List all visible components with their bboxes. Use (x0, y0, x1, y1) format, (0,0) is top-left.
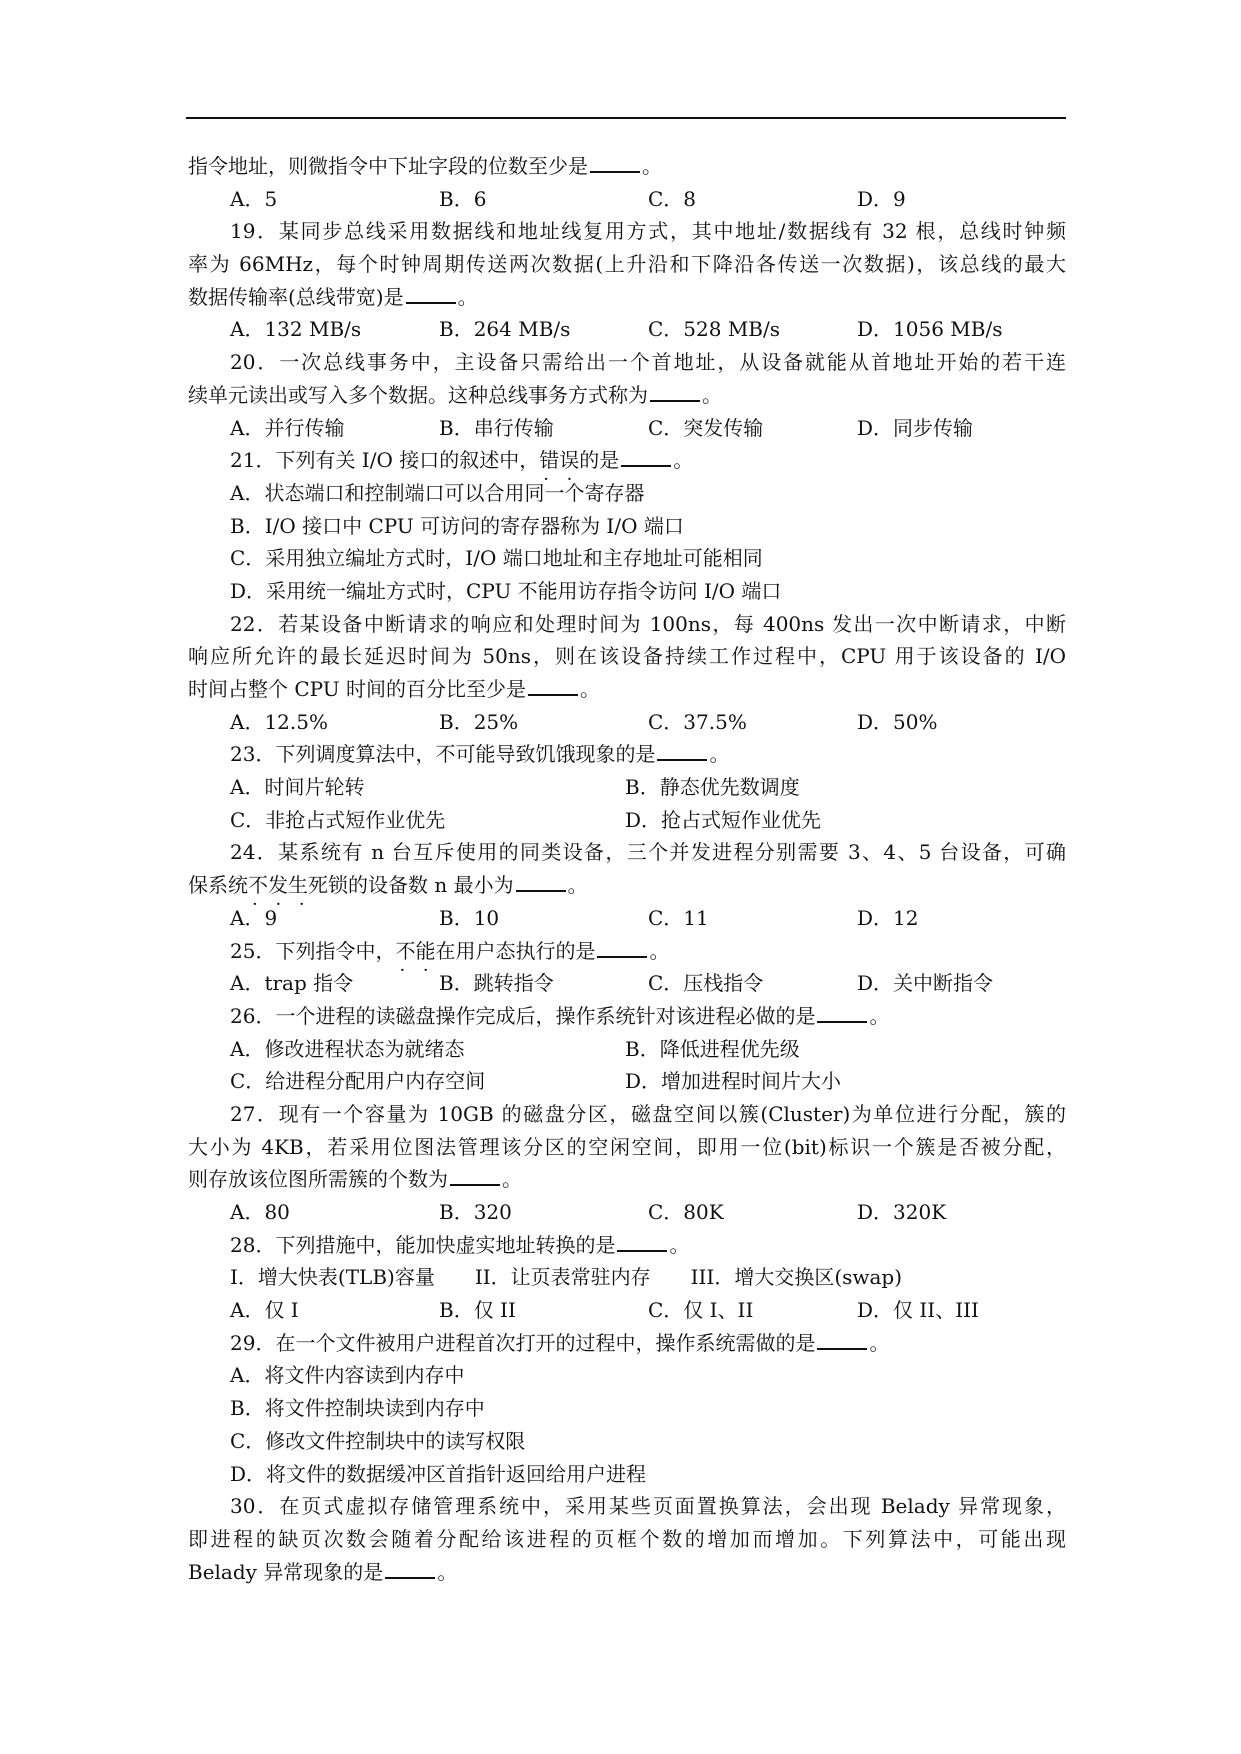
answer-option: A．并行传输 (230, 415, 345, 440)
answer-blank (597, 938, 647, 958)
answer-options (188, 183, 1066, 216)
text-line (188, 836, 1066, 869)
text-line (188, 738, 1066, 771)
emphasis-text: 错误 · · (539, 448, 579, 472)
answer-options (188, 1196, 1066, 1229)
answer-option: B．6 (439, 186, 487, 211)
text-line (188, 1556, 1066, 1589)
answer-option: D．抢占式短作业优先 (625, 807, 822, 832)
answer-blank (617, 1232, 667, 1252)
answer-blank (450, 1166, 500, 1186)
answer-option: A．5 (230, 186, 278, 211)
line-text: 24．某系统有 n 台互斥使用的同类设备，三个并发进程分别需要 3、4、5 台设备，可确 (230, 840, 1066, 865)
answer-option: C．突发传输 (648, 415, 764, 440)
answer-blank (657, 741, 707, 761)
answer-option: B．静态优先数调度 (625, 775, 800, 800)
line-text: 26．一个进程的读磁盘操作完成后，操作系统针对该进程必做的是 (230, 1003, 816, 1028)
answer-options (188, 771, 1066, 804)
line-text: 19．某同步总线采用数据线和地址线复用方式，其中地址/数据线有 32 根，总线时钟频 (230, 219, 1066, 244)
text-line (188, 379, 1066, 412)
answer-option: A．trap 指令 (230, 971, 354, 996)
answer-option: C．给进程分配用户内存空间 (230, 1069, 486, 1094)
text-line (188, 1131, 1066, 1164)
answer-option: D．仅 II、III (857, 1298, 979, 1323)
line-text: 。 (567, 873, 588, 898)
text-line (188, 1163, 1066, 1196)
line-text: 20．一次总线事务中，主设备只需给出一个首地址，从设备就能从首地址开始的若干连 (230, 350, 1066, 375)
line-text: 响应所允许的最长延迟时间为 50ns，则在该设备持续工作过程中，CPU 用于该设备的 I/O (188, 644, 1066, 669)
line-text: 指令地址，则微指令中下址字段的位数至少是 (188, 154, 588, 178)
text-line (188, 673, 1066, 706)
line-text: 27．现有一个容量为 10GB 的磁盘分区，磁盘空间以簇(Cluster)为单位进行分配，簇的 (230, 1101, 1066, 1126)
answer-options (188, 1065, 1066, 1098)
text-line (188, 477, 1066, 510)
text-line (188, 1359, 1066, 1392)
answer-option: B．串行传输 (439, 415, 554, 440)
answer-option: D．增加进程时间片大小 (625, 1069, 842, 1094)
line-text: 的是 (579, 448, 620, 473)
line-text: 。 (502, 1167, 522, 1192)
line-text: A．将文件内容读到内存中 (230, 1363, 465, 1388)
text-line (188, 1098, 1066, 1131)
line-text: D．将文件的数据缓冲区首指针返回给用户进程 (230, 1461, 647, 1486)
answer-blank (406, 284, 456, 304)
text-line (188, 1490, 1066, 1523)
text-line (188, 215, 1066, 248)
line-text: C．修改文件控制块中的读写权限 (230, 1428, 526, 1453)
answer-options (188, 1033, 1066, 1066)
line-text: 。 (437, 1559, 458, 1584)
answer-blank (528, 676, 578, 696)
answer-option: D．50% (857, 709, 938, 734)
answer-options (188, 902, 1066, 935)
answer-blank (650, 382, 700, 402)
line-text: 21．下列有关 I/O 接口的叙述中， (230, 448, 540, 473)
line-text: 死锁的设备数 n 最小为 (308, 873, 514, 898)
line-text: 25．下列指令中， (230, 938, 396, 963)
line-text: 。 (673, 448, 694, 473)
line-text: B．将文件控制块读到内存中 (230, 1396, 485, 1421)
answer-options (188, 313, 1066, 346)
answer-option: B．降低进程优先级 (625, 1036, 800, 1061)
text-line (188, 1425, 1066, 1458)
answer-option: D．同步传输 (857, 415, 974, 440)
answer-option: B．10 (439, 905, 500, 930)
text-line (188, 248, 1066, 281)
answer-option: D．12 (857, 905, 919, 930)
answer-option: A．80 (230, 1200, 290, 1224)
line-text: 。 (869, 1003, 890, 1028)
answer-options (188, 706, 1066, 739)
exam-page (188, 150, 1066, 1588)
answer-option: D．320K (857, 1200, 947, 1224)
answer-option: B．264 MB/s (439, 317, 571, 342)
line-text: 在用户态执行的是 (435, 938, 596, 963)
line-text: C．采用独立编址方式时，I/O 端口地址和主存地址可能相同 (230, 546, 763, 571)
line-text: 29．在一个文件被用户进程首次打开的过程中，操作系统需做的是 (230, 1330, 816, 1355)
answer-option: A．时间片轮转 (230, 775, 365, 800)
answer-options (188, 412, 1066, 445)
answer-option: A．修改进程状态为就绪态 (230, 1036, 465, 1061)
answer-option: C．非抢占式短作业优先 (230, 807, 446, 832)
text-line (188, 1229, 1066, 1262)
answer-option: C．仅 I、II (648, 1298, 754, 1323)
answer-option: B．25% (439, 709, 519, 734)
answer-option: D．关中断指令 (857, 971, 994, 996)
text-line (188, 608, 1066, 641)
answer-option: D．1056 MB/s (857, 317, 1003, 342)
line-text: 时间占整个 CPU 时间的百分比至少是 (188, 677, 526, 701)
line-text: 。 (669, 1232, 690, 1257)
line-text: 。 (709, 742, 730, 767)
answer-option: C．528 MB/s (648, 317, 781, 342)
line-text: I．增大快表(TLB)容量 II．让页表常驻内存 III．增大交换区(swap) (230, 1265, 903, 1290)
line-text: 则存放该位图所需簇的个数为 (188, 1167, 448, 1192)
line-text: 即进程的缺页次数会随着分配给该进程的页框个数的增加而增加。下列算法中，可能出现 (188, 1526, 1066, 1551)
line-text: 30．在页式虚拟存储管理系统中，采用某些页面置换算法，会出现 Belady 异常现象， (230, 1494, 1066, 1519)
line-text: 保系统 (188, 873, 248, 898)
answer-blank (385, 1559, 435, 1579)
text-line (188, 1392, 1066, 1425)
text-line (188, 510, 1066, 543)
text-line (188, 935, 1066, 968)
line-text: A．状态端口和控制端口可以合用同一个寄存器 (230, 480, 645, 505)
text-line (188, 1458, 1066, 1491)
line-text: 。 (649, 938, 670, 963)
answer-blank (621, 447, 671, 467)
line-text: D．采用统一编址方式时，CPU 不能用访存指令访问 I/O 端口 (230, 578, 782, 603)
answer-blank (817, 1330, 867, 1350)
text-line (188, 281, 1066, 314)
answer-options (188, 1294, 1066, 1327)
line-text: 23．下列调度算法中，不可能导致饥饿现象的是 (230, 742, 656, 767)
answer-option: C．压栈指令 (648, 971, 764, 996)
line-text: 续单元读出或写入多个数据。这种总线事务方式称为 (188, 382, 648, 407)
answer-option: B．320 (439, 1200, 512, 1224)
header-rule (186, 117, 1066, 119)
text-line (188, 542, 1066, 575)
answer-option: A．12.5% (230, 709, 328, 734)
text-line (188, 869, 1066, 902)
answer-blank (817, 1003, 867, 1023)
line-text: 数据传输率(总线带宽)是 (188, 284, 404, 309)
line-text: 。 (642, 154, 662, 178)
answer-option: B．跳转指令 (439, 971, 554, 996)
answer-option: C．37.5% (648, 709, 747, 734)
line-text: Belady 异常现象的是 (188, 1559, 384, 1584)
answer-option: A．仅 I (230, 1298, 299, 1323)
answer-options (188, 804, 1066, 837)
text-line (188, 150, 1066, 183)
line-text: 。 (869, 1330, 890, 1355)
answer-option: C．8 (648, 186, 697, 211)
answer-option: A．132 MB/s (230, 317, 362, 342)
text-line (188, 1523, 1066, 1556)
line-text: 。 (702, 382, 722, 407)
answer-blank (590, 153, 640, 173)
line-text: 率为 66MHz，每个时钟周期传送两次数据(上升沿和下降沿各传送一次数据)，该总线的最大 (188, 252, 1066, 277)
answer-option: D．9 (857, 186, 906, 211)
line-text: 22．若某设备中断请求的响应和处理时间为 100ns，每 400ns 发出一次中断请求，中断 (230, 611, 1066, 636)
text-line (188, 1261, 1066, 1294)
text-line (188, 640, 1066, 673)
text-line (188, 575, 1066, 608)
emphasis-text: 不能 · · (395, 939, 435, 963)
answer-option: B．仅 II (439, 1298, 516, 1323)
line-text: 。 (579, 677, 600, 701)
text-line (188, 1327, 1066, 1360)
emphasis-text: 不发生 · · · (248, 873, 308, 897)
line-text: 28．下列措施中，能加快虚实地址转换的是 (230, 1232, 616, 1257)
answer-option: C．11 (648, 905, 709, 930)
line-text: 大小为 4KB，若采用位图法管理该分区的空闲空间，即用一位(bit)标识一个簇是否被分配， (188, 1134, 1066, 1159)
line-text: 。 (457, 284, 478, 309)
line-text: B．I/O 接口中 CPU 可访问的寄存器称为 I/O 端口 (230, 513, 684, 538)
text-line (188, 346, 1066, 379)
answer-blank (516, 872, 566, 892)
text-line (188, 1000, 1066, 1033)
answer-options (188, 967, 1066, 1000)
answer-option: C．80K (648, 1200, 724, 1224)
text-line (188, 444, 1066, 477)
answer-option: A．9 (230, 905, 278, 930)
